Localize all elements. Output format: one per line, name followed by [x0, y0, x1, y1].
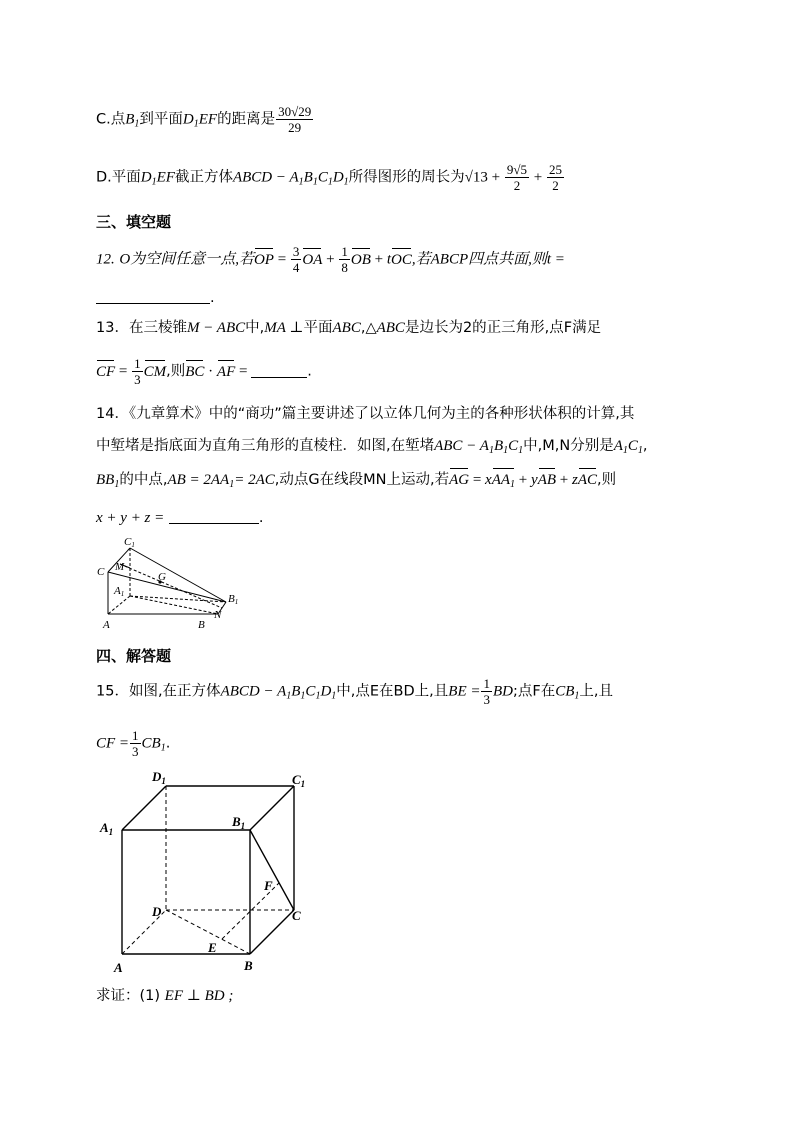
svg-text:A: A [114, 960, 123, 975]
svg-text:D: D [152, 904, 162, 919]
option-c: C.点$B_1$到平面$D_1EF$的距离是 $\frac{30√29}{29}$ [96, 104, 312, 135]
svg-text:F: F [264, 878, 273, 893]
svg-text:N: N [214, 609, 222, 621]
edge-c-b1 [108, 572, 226, 602]
svg-text:A1: $A_1$ [100, 820, 114, 837]
question-14-line1: 14．《九章算术》中的“商功”篇主要讲述了以立体几何为主的各种形状体积的计算,其 [96, 406, 635, 422]
answer-blank-14[interactable] [169, 511, 259, 524]
question-15-line2: CF = $\frac{1}{3}$ $CB_1$. [96, 728, 171, 759]
svg-text:B1: B1 [228, 593, 239, 606]
question-13-line1: 13．在三棱锥M − ABC中,MA ⊥平面ABC,△ABC是边长为2的正三角形,点F满足 [96, 320, 602, 336]
edge-a1-d1 [122, 786, 166, 830]
svg-text:C1: $C_1$ [292, 772, 306, 789]
question-14-line4: x + y + z = . [96, 510, 264, 526]
svg-text:M: M [115, 561, 125, 573]
svg-text:A1: A1 [114, 585, 125, 598]
svg-text:C1: C1 [124, 536, 135, 549]
edge-a1-b1 [130, 596, 226, 602]
proof-prompt: 求证：(1) EF ⊥ BD ; [96, 988, 234, 1004]
option-d: D.平面$D_1EF$截正方体ABCD − $A_1B_1C_1D_1$所得图形的周长为√13 + $\frac{9√5}{2}$ + $\frac{25}{2}$ [96, 162, 562, 193]
question-12: 12. O为空间任意一点,若OP = $\frac{3}{4}$ OA + $\frac{1}{8}$ OB + tOC,若ABCP四点共面,则t = [96, 244, 565, 275]
svg-text:B1: $B_1$ [232, 814, 246, 831]
svg-text:A: A [103, 619, 110, 631]
svg-text:C: C [292, 908, 301, 923]
edge-b-c [250, 910, 294, 954]
answer-blank-13[interactable] [251, 365, 307, 378]
edge-b1-c [250, 830, 294, 910]
answer-blank-12[interactable]: . [96, 288, 215, 308]
section-title-fill-in: 三、填空题 [96, 213, 172, 231]
svg-text:G: G [158, 571, 166, 583]
svg-text:E: E [208, 940, 217, 955]
question-13-line2: CF = $\frac{1}{3}$ CM,则BC · AF = . [96, 356, 312, 387]
svg-text:C: C [97, 566, 105, 578]
question-14-line2: 中堑堵是指底面为直角三角形的直棱柱．如图,在堑堵ABC − $A_1B_1C_1$中,M,N分别是$A_1C_1$, [96, 438, 648, 456]
svg-text:D1: $D_1$ [152, 769, 166, 786]
prism-figure [94, 534, 244, 634]
svg-text:B: B [244, 958, 253, 973]
svg-text:B: B [198, 619, 205, 631]
section-title-answers: 四、解答题 [96, 647, 172, 665]
edge-b1-c1 [250, 786, 294, 830]
edge-a1-b [130, 596, 218, 614]
question-15-line1: 15．如图,在正方体ABCD − $A_1B_1C_1D_1$中,点E在BD上,且BE = $\frac{1}{3}$ BD;点F在$CB_1$上,且 [96, 676, 613, 707]
edge-a1-a [108, 596, 130, 614]
cube-figure [96, 768, 326, 978]
question-14-line3: $BB_1$的中点$,AB = 2AA_1= 2AC$,动点G在线段MN上运动,若AG = xAA$_1$ + yAB + zAC,则 [96, 470, 616, 495]
